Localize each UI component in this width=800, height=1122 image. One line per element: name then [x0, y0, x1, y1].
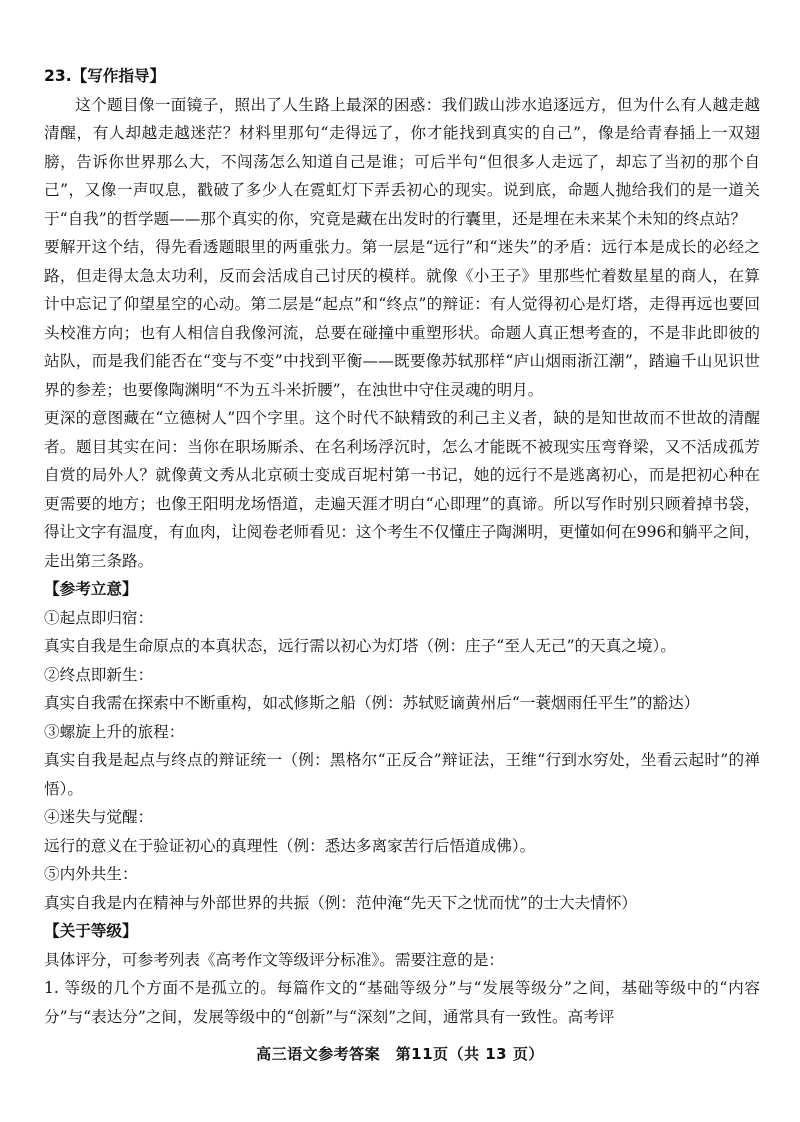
guidance-paragraph-2: 要解开这个结，得先看透题眼里的两重张力。第一层是“远行”和“迷失”的矛盾：远行本是成长的必经之路，但走得太急太功利，反而会活成自己讨厌的模样。就像《小王子》里那些忙着数星星的商人，在算计中忘记了仰望星空的心动。第二层是“起点”和“终点”的辩证：有人觉得初心是灯塔，走得再远也要回头校准方向；也有人相信自我像河流，总要在碰撞中重塑形状。命题人真正想考查的，不是非此即彼的站队，而是我们能否在“变与不变”中找到平衡——既要像苏轼那样“庐山烟雨浙江潮”，踏遍千山见识世界的参差；也要像陶渊明“不为五斗米折腰”，在浊世中守住灵魂的明月。	[44, 238, 760, 399]
document-body	[44, 62, 760, 1031]
reference-item-3	[44, 718, 760, 804]
reference-item-label: ②终点即新生：	[44, 665, 154, 684]
reference-item-2	[44, 661, 760, 718]
reference-item-4	[44, 803, 760, 860]
reference-item-1	[44, 604, 760, 661]
reference-item-text: 真实自我是内在精神与外部世界的共振（例：范仲淹“先天下之忧而忧”的士大夫情怀）	[44, 893, 637, 912]
reference-heading: 【参考立意】	[44, 580, 138, 598]
grade-paragraph-2: 1. 等级的几个方面不是孤立的。每篇作文的“基础等级分”与“发展等级分”之间，基础等级中的“内容分”与“表达分”之间，发展等级中的“创新”与“深刻”之间，通常具有一致性。高考评	[44, 979, 760, 1026]
reference-item-text: 真实自我是起点与终点的辩证统一（例：黑格尔“正反合”辩证法，王维“行到水穷处，坐看云起时”的禅悟）。	[44, 751, 760, 798]
reference-item-label: ④迷失与觉醒：	[44, 808, 154, 826]
reference-item-label: ⑤内外共生：	[44, 865, 138, 883]
grade-paragraph-1: 具体评分，可参考列表《高考作文等级评分标准》。需要注意的是：	[44, 950, 505, 969]
reference-item-text: 远行的意义在于验证初心的真理性（例：悉达多离家苦行后悟道成佛）。	[44, 836, 536, 855]
reference-item-text: 真实自我是生命原点的本真状态，远行需以初心为灯塔（例：庄子“至人无己”的天真之境）。	[44, 637, 676, 655]
question-heading: 23.【写作指导】	[44, 67, 166, 85]
guidance-paragraph-3: 更深的意图藏在“立德树人”四个字里。这个时代不缺精致的利己主义者，缺的是知世故而不世故的清醒者。题目其实在问：当你在职场厮杀、在名利场浮沉时，怎么才能既不被现实压弯脊梁，又不活成孤芳自赏的局外人？就像黄文秀从北京硕士变成百坭村第一书记，她的远行不是逃离初心，而是把初心种在更需要的地方；也像王阳明龙场悟道，走遍天涯才明白“心即理”的真谛。所以写作时别只顾着掉书袋，得让文字有温度，有血肉，让阅卷老师看见：这个考生不仅懂庄子陶渊明，更懂如何在996和躺平之间，走出第三条路。	[44, 409, 760, 570]
grade-heading: 【关于等级】	[44, 922, 138, 940]
reference-item-label: ①起点即归宿：	[44, 608, 154, 627]
reference-item-text: 真实自我需在探索中不断重构，如忒修斯之船（例：苏轼贬谪黄州后“一蓑烟雨任平生”的豁达）	[44, 694, 700, 712]
page-footer: 高三语文参考答案 第11页（共 13 页）	[256, 1045, 544, 1063]
guidance-paragraph-1: 这个题目像一面镜子，照出了人生路上最深的困惑：我们跋山涉水追逐远方，但为什么有人越走越清醒，有人却越走越迷茫？材料里那句“走得远了，你才能找到真实的自己”，像是给青春插上一双翅膀，告诉你世界那么大，不闯荡怎么知道自己是谁；可后半句“但很多人走远了，却忘了当初的那个自己”，又像一声叹息，戳破了多少人在霓虹灯下弄丢初心的现实。说到底，命题人抛给我们的是一道关于“自我”的哲学题——那个真实的你，究竟是藏在出发时的行囊里，还是埋在未来某个未知的终点站？	[44, 95, 760, 228]
reference-item-label: ③螺旋上升的旅程：	[44, 722, 185, 741]
reference-item-5	[44, 860, 760, 917]
